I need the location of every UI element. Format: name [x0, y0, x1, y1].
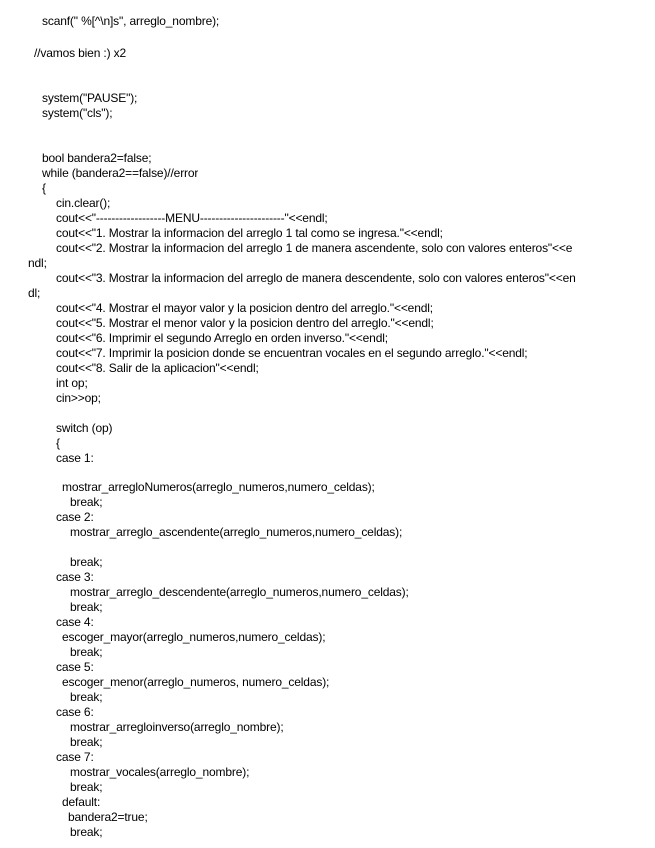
code-line: default: [62, 795, 101, 809]
code-line: bandera2=true; [68, 810, 148, 824]
code-line: switch (op) [56, 421, 113, 435]
code-line: cout<<"7. Imprimir la posicion donde se encuentran vocales en el segundo arreglo."<<endl; [56, 346, 528, 360]
code-line: escoger_mayor(arreglo_numeros,numero_celdas); [62, 630, 326, 644]
code-line: break; [70, 825, 103, 839]
code-line: case 5: [56, 660, 94, 674]
code-line: break; [70, 645, 103, 659]
code-line: dl; [28, 286, 41, 300]
code-line: mostrar_arreglo_ascendente(arreglo_numeros,numero_celdas); [70, 525, 403, 539]
code-line: //vamos bien :) x2 [34, 46, 127, 60]
code-line: mostrar_arregloNumeros(arreglo_numeros,numero_celdas); [62, 480, 375, 494]
code-line: case 1: [56, 451, 94, 465]
code-line: mostrar_arreglo_descendente(arreglo_numeros,numero_celdas); [70, 585, 409, 599]
code-line: case 3: [56, 570, 94, 584]
code-line: case 4: [56, 615, 94, 629]
code-line: break; [70, 735, 103, 749]
code-line: break; [70, 690, 103, 704]
code-line: break; [70, 600, 103, 614]
code-line: cin.clear(); [56, 196, 111, 210]
code-line: case 2: [56, 510, 94, 524]
code-line: case 6: [56, 705, 94, 719]
code-line: cout<<"------------------MENU----------------------"<<endl; [56, 211, 328, 225]
code-line: scanf(" %[^\n]s", arreglo_nombre); [42, 14, 220, 28]
code-line: bool bandera2=false; [42, 151, 152, 165]
code-line: cout<<"8. Salir de la aplicacion"<<endl; [56, 361, 259, 375]
code-line: break; [70, 555, 103, 569]
code-line: { [42, 181, 46, 195]
code-line: mostrar_arregloinverso(arreglo_nombre); [70, 720, 284, 734]
code-line: cout<<"1. Mostrar la informacion del arreglo 1 tal como se ingresa."<<endl; [56, 226, 443, 240]
code-line: cout<<"3. Mostrar la informacion del arreglo de manera descendente, solo con valores enteros"<<en [56, 271, 576, 285]
code-line: system("PAUSE"); [42, 91, 138, 105]
code-line: escoger_menor(arreglo_numeros, numero_celdas); [62, 675, 330, 689]
code-line: cout<<"4. Mostrar el mayor valor y la posicion dentro del arreglo."<<endl; [56, 301, 433, 315]
code-line: break; [70, 495, 103, 509]
code-line: break; [70, 780, 103, 794]
code-line: case 7: [56, 750, 94, 764]
code-line: mostrar_vocales(arreglo_nombre); [70, 765, 250, 779]
code-line: cout<<"5. Mostrar el menor valor y la posicion dentro del arreglo."<<endl; [56, 316, 434, 330]
code-line: cin>>op; [56, 391, 101, 405]
code-line: cout<<"2. Mostrar la informacion del arreglo 1 de manera ascendente, solo con valores enteros"<<e [56, 241, 573, 255]
code-line: { [56, 436, 60, 450]
code-line: ndl; [28, 256, 47, 270]
code-line: int op; [56, 376, 88, 390]
code-line: while (bandera2==false)//error [42, 166, 199, 180]
code-line: cout<<"6. Imprimir el segundo Arreglo en orden inverso."<<endl; [56, 331, 388, 345]
code-line: system("cls"); [42, 106, 113, 120]
